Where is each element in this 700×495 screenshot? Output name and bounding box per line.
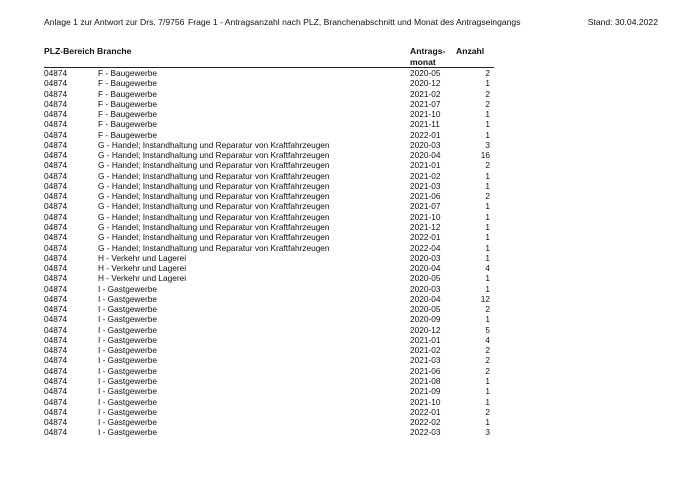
cell-plz: 04874 (44, 427, 68, 438)
cell-anzahl: 2 (485, 365, 490, 376)
cell-branche: H - Verkehr und Lagerei (98, 273, 187, 284)
cell-monat: 2022-01 (410, 129, 441, 140)
cell-plz: 04874 (44, 221, 68, 232)
table-row (44, 140, 494, 150)
table-row (44, 109, 494, 119)
cell-anzahl: 2 (485, 68, 490, 78)
table-row (44, 253, 494, 263)
cell-monat: 2020-03 (410, 252, 441, 263)
cell-monat: 2020-04 (410, 293, 441, 304)
cell-anzahl: 2 (485, 191, 490, 202)
cell-branche: G - Handel; Instandhaltung und Reparatur von Kraftfahrzeugen (98, 242, 330, 253)
cell-plz: 04874 (44, 386, 68, 397)
cell-anzahl: 1 (485, 170, 490, 181)
cell-monat: 2020-12 (410, 78, 441, 89)
cell-plz: 04874 (44, 109, 68, 120)
table-row (44, 366, 494, 376)
cell-monat: 2021-07 (410, 98, 441, 109)
table-row (44, 201, 494, 211)
cell-branche: G - Handel; Instandhaltung und Reparatur von Kraftfahrzeugen (98, 150, 330, 161)
cell-branche: I - Gastgewerbe (98, 375, 158, 386)
column-header-monat-line1: Antrags- (410, 46, 446, 56)
column-header-monat-line2: monat (410, 56, 436, 67)
cell-branche: F - Baugewerbe (98, 68, 158, 78)
column-header-anzahl: Anzahl (456, 46, 485, 56)
cell-branche: I - Gastgewerbe (98, 345, 158, 356)
cell-anzahl: 2 (485, 98, 490, 109)
cell-branche: I - Gastgewerbe (98, 293, 158, 304)
cell-anzahl: 1 (485, 129, 490, 140)
cell-monat: 2021-12 (410, 221, 441, 232)
cell-anzahl: 1 (485, 201, 490, 212)
cell-anzahl: 3 (485, 427, 490, 438)
cell-monat: 2022-01 (410, 232, 441, 243)
table-row (44, 294, 494, 304)
table-row (44, 160, 494, 170)
cell-branche: G - Handel; Instandhaltung und Reparatur von Kraftfahrzeugen (98, 180, 330, 191)
cell-anzahl: 4 (485, 334, 490, 345)
cell-branche: F - Baugewerbe (98, 109, 158, 120)
cell-monat: 2022-04 (410, 242, 441, 253)
cell-anzahl: 1 (485, 386, 490, 397)
table-row (44, 130, 494, 140)
cell-plz: 04874 (44, 150, 68, 161)
cell-anzahl: 1 (485, 273, 490, 284)
cell-monat: 2021-01 (410, 334, 441, 345)
column-header-monat (410, 46, 445, 67)
cell-monat: 2020-04 (410, 263, 441, 274)
data-table (44, 68, 494, 438)
table-row (44, 171, 494, 181)
table-row (44, 191, 494, 201)
cell-monat: 2022-01 (410, 406, 441, 417)
cell-branche: F - Baugewerbe (98, 119, 158, 130)
cell-monat: 2021-06 (410, 191, 441, 202)
cell-branche: I - Gastgewerbe (98, 386, 158, 397)
cell-branche: H - Verkehr und Lagerei (98, 263, 187, 274)
cell-anzahl: 1 (485, 221, 490, 232)
cell-monat: 2021-06 (410, 365, 441, 376)
cell-plz: 04874 (44, 293, 68, 304)
cell-branche: I - Gastgewerbe (98, 355, 158, 366)
cell-branche: G - Handel; Instandhaltung und Reparatur von Kraftfahrzeugen (98, 221, 330, 232)
page-title: Frage 1 - Antragsanzahl nach PLZ, Branchenabschnitt und Monat des Antragseingangs (188, 17, 521, 27)
table-row (44, 68, 494, 78)
cell-branche: G - Handel; Instandhaltung und Reparatur von Kraftfahrzeugen (98, 232, 330, 243)
cell-monat: 2022-02 (410, 417, 441, 428)
cell-plz: 04874 (44, 365, 68, 376)
cell-anzahl: 2 (485, 304, 490, 315)
table-row (44, 376, 494, 386)
table-row (44, 89, 494, 99)
table-row (44, 150, 494, 160)
cell-anzahl: 1 (485, 314, 490, 325)
cell-anzahl: 5 (485, 324, 490, 335)
cell-branche: I - Gastgewerbe (98, 304, 158, 315)
cell-branche: F - Baugewerbe (98, 88, 158, 99)
cell-plz: 04874 (44, 406, 68, 417)
document-reference: Anlage 1 zur Antwort zur Drs. 7/9756 (44, 17, 185, 27)
table-row (44, 345, 494, 355)
table-row (44, 119, 494, 129)
cell-branche: G - Handel; Instandhaltung und Reparatur von Kraftfahrzeugen (98, 170, 330, 181)
cell-plz: 04874 (44, 88, 68, 99)
table-row (44, 263, 494, 273)
cell-anzahl: 1 (485, 180, 490, 191)
cell-anzahl: 1 (485, 242, 490, 253)
cell-anzahl: 1 (485, 375, 490, 386)
table-row (44, 99, 494, 109)
cell-monat: 2021-02 (410, 170, 441, 181)
cell-branche: G - Handel; Instandhaltung und Reparatur von Kraftfahrzeugen (98, 191, 330, 202)
table-row (44, 222, 494, 232)
cell-anzahl: 2 (485, 160, 490, 171)
cell-branche: F - Baugewerbe (98, 129, 158, 140)
cell-monat: 2021-10 (410, 211, 441, 222)
cell-plz: 04874 (44, 324, 68, 335)
table-row (44, 386, 494, 396)
cell-branche: G - Handel; Instandhaltung und Reparatur von Kraftfahrzeugen (98, 139, 330, 150)
status-date: Stand: 30.04.2022 (587, 17, 658, 27)
cell-plz: 04874 (44, 417, 68, 428)
cell-branche: H - Verkehr und Lagerei (98, 252, 187, 263)
cell-anzahl: 1 (485, 252, 490, 263)
cell-monat: 2021-10 (410, 396, 441, 407)
cell-plz: 04874 (44, 283, 68, 294)
table-row (44, 417, 494, 427)
cell-plz: 04874 (44, 232, 68, 243)
cell-branche: I - Gastgewerbe (98, 417, 158, 428)
cell-monat: 2020-04 (410, 150, 441, 161)
table-row (44, 243, 494, 253)
cell-plz: 04874 (44, 345, 68, 356)
table-row (44, 335, 494, 345)
cell-plz: 04874 (44, 396, 68, 407)
cell-plz: 04874 (44, 139, 68, 150)
cell-plz: 04874 (44, 180, 68, 191)
cell-plz: 04874 (44, 170, 68, 181)
cell-anzahl: 4 (485, 263, 490, 274)
cell-plz: 04874 (44, 304, 68, 315)
cell-plz: 04874 (44, 191, 68, 202)
cell-plz: 04874 (44, 252, 68, 263)
cell-plz: 04874 (44, 98, 68, 109)
cell-plz: 04874 (44, 263, 68, 274)
cell-monat: 2020-03 (410, 139, 441, 150)
table-row (44, 284, 494, 294)
cell-anzahl: 1 (485, 211, 490, 222)
cell-monat: 2021-01 (410, 160, 441, 171)
cell-plz: 04874 (44, 129, 68, 140)
cell-anzahl: 1 (485, 283, 490, 294)
cell-monat: 2020-09 (410, 314, 441, 325)
cell-branche: I - Gastgewerbe (98, 396, 158, 407)
cell-monat: 2021-11 (410, 119, 440, 130)
table-row (44, 304, 494, 314)
cell-branche: I - Gastgewerbe (98, 283, 158, 294)
cell-plz: 04874 (44, 375, 68, 386)
cell-monat: 2021-07 (410, 201, 441, 212)
cell-plz: 04874 (44, 211, 68, 222)
cell-monat: 2021-02 (410, 88, 441, 99)
table-row (44, 314, 494, 324)
cell-monat: 2021-03 (410, 180, 441, 191)
table-row (44, 181, 494, 191)
cell-branche: G - Handel; Instandhaltung und Reparatur von Kraftfahrzeugen (98, 211, 330, 222)
cell-plz: 04874 (44, 119, 68, 130)
cell-plz: 04874 (44, 68, 68, 78)
cell-branche: G - Handel; Instandhaltung und Reparatur von Kraftfahrzeugen (98, 160, 330, 171)
cell-plz: 04874 (44, 78, 68, 89)
cell-monat: 2021-03 (410, 355, 441, 366)
cell-plz: 04874 (44, 273, 68, 284)
column-header-plz: PLZ-Bereich (44, 46, 95, 56)
cell-anzahl: 2 (485, 88, 490, 99)
table-row (44, 407, 494, 417)
cell-anzahl: 2 (485, 355, 490, 366)
table-row (44, 212, 494, 222)
cell-plz: 04874 (44, 201, 68, 212)
cell-anzahl: 2 (485, 345, 490, 356)
cell-plz: 04874 (44, 314, 68, 325)
cell-anzahl: 1 (485, 119, 490, 130)
table-row (44, 232, 494, 242)
cell-plz: 04874 (44, 242, 68, 253)
cell-monat: 2021-10 (410, 109, 441, 120)
cell-plz: 04874 (44, 160, 68, 171)
cell-branche: I - Gastgewerbe (98, 324, 158, 335)
cell-branche: F - Baugewerbe (98, 78, 158, 89)
cell-anzahl: 1 (485, 78, 490, 89)
table-row (44, 355, 494, 365)
table-row (44, 427, 494, 437)
cell-anzahl: 12 (480, 293, 490, 304)
cell-anzahl: 1 (485, 109, 490, 120)
cell-monat: 2020-03 (410, 283, 441, 294)
column-header-branche: Branche (97, 46, 132, 56)
cell-monat: 2020-05 (410, 273, 441, 284)
cell-branche: I - Gastgewerbe (98, 314, 158, 325)
table-row (44, 78, 494, 88)
cell-anzahl: 1 (485, 396, 490, 407)
cell-anzahl: 2 (485, 406, 490, 417)
cell-plz: 04874 (44, 334, 68, 345)
table-row (44, 397, 494, 407)
cell-monat: 2021-08 (410, 375, 441, 386)
cell-monat: 2022-03 (410, 427, 441, 438)
cell-branche: I - Gastgewerbe (98, 406, 158, 417)
cell-anzahl: 3 (485, 139, 490, 150)
cell-branche: I - Gastgewerbe (98, 365, 158, 376)
cell-branche: I - Gastgewerbe (98, 334, 158, 345)
cell-monat: 2020-05 (410, 68, 441, 78)
table-row (44, 325, 494, 335)
cell-branche: I - Gastgewerbe (98, 427, 158, 438)
cell-branche: G - Handel; Instandhaltung und Reparatur von Kraftfahrzeugen (98, 201, 330, 212)
cell-branche: F - Baugewerbe (98, 98, 158, 109)
table-row (44, 273, 494, 283)
cell-monat: 2021-02 (410, 345, 441, 356)
cell-anzahl: 1 (485, 417, 490, 428)
cell-monat: 2021-09 (410, 386, 441, 397)
cell-monat: 2020-12 (410, 324, 441, 335)
cell-anzahl: 1 (485, 232, 490, 243)
cell-monat: 2020-05 (410, 304, 441, 315)
cell-anzahl: 16 (480, 150, 490, 161)
cell-plz: 04874 (44, 355, 68, 366)
